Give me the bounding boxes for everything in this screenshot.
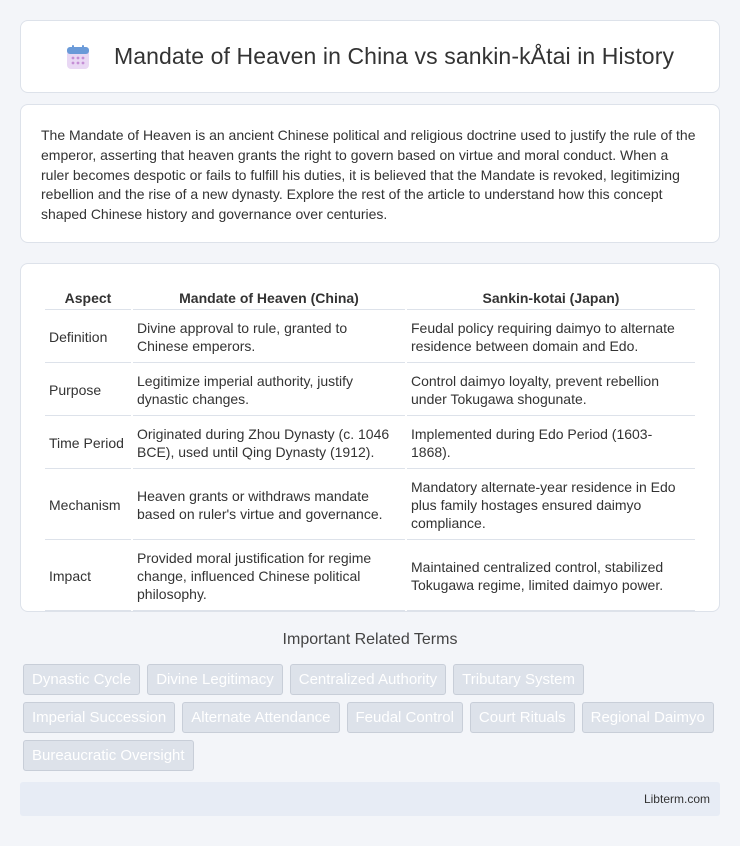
cell-aspect: Purpose <box>45 365 131 416</box>
cell-aspect: Mechanism <box>45 471 131 540</box>
cell-china: Provided moral justification for regime change, influenced Chinese political philosophy. <box>133 542 405 611</box>
footer-site-link[interactable]: Libterm.com <box>643 792 710 806</box>
intro-paragraph: The Mandate of Heaven is an ancient Chinese political and religious doctrine used to justify the rule of the emperor, asserting that heaven grants the right to govern based on virtue and moral conduct. When a ruler becomes despotic or fails to fulfill his duties, it is believed that the Mandate is revoked, legitimizing rebellion and the rise of a new dynasty. Explore the rest of the article to understand how this concept shaped Chinese history and governance over centuries. <box>41 127 696 223</box>
cell-aspect: Impact <box>45 542 131 611</box>
calendar-icon <box>66 44 90 70</box>
term-tag[interactable]: Bureaucratic Oversight <box>23 740 194 771</box>
cell-china: Legitimize imperial authority, justify dynastic changes. <box>133 365 405 416</box>
cell-japan: Mandatory alternate-year residence in Edo plus family hostages ensured daimyo compliance. <box>407 471 695 540</box>
term-tag[interactable]: Court Rituals <box>470 702 575 733</box>
related-terms-list <box>23 664 723 771</box>
table-row <box>45 418 695 469</box>
header-card <box>20 20 720 93</box>
table-row <box>45 312 695 363</box>
term-tag[interactable]: Alternate Attendance <box>182 702 339 733</box>
term-tag[interactable]: Dynastic Cycle <box>23 664 140 695</box>
related-terms-title: Important Related Terms <box>282 631 458 648</box>
cell-china: Divine approval to rule, granted to Chinese emperors. <box>133 312 405 363</box>
cell-china: Originated during Zhou Dynasty (c. 1046 BCE), used until Qing Dynasty (1912). <box>133 418 405 469</box>
header-china: Mandate of Heaven (China) <box>133 284 405 310</box>
table-row <box>45 365 695 416</box>
comparison-table <box>43 282 697 613</box>
cell-japan: Feudal policy requiring daimyo to alternate residence between domain and Edo. <box>407 312 695 363</box>
cell-china: Heaven grants or withdraws mandate based on ruler's virtue and governance. <box>133 471 405 540</box>
term-tag[interactable]: Tributary System <box>453 664 584 695</box>
term-tag[interactable]: Regional Daimyo <box>582 702 714 733</box>
page-title: Mandate of Heaven in China vs sankin-kÅtai in History <box>113 43 675 69</box>
term-tag[interactable]: Centralized Authority <box>290 664 446 695</box>
cell-aspect: Definition <box>45 312 131 363</box>
comparison-table-card <box>20 263 720 612</box>
footer <box>20 782 720 816</box>
term-tag[interactable]: Imperial Succession <box>23 702 175 733</box>
cell-aspect: Time Period <box>45 418 131 469</box>
cell-japan: Maintained centralized control, stabilized Tokugawa regime, limited daimyo power. <box>407 542 695 611</box>
table-row <box>45 471 695 540</box>
cell-japan: Implemented during Edo Period (1603-1868). <box>407 418 695 469</box>
intro-card <box>20 104 720 243</box>
header-japan: Sankin-kotai (Japan) <box>407 284 695 310</box>
table-header-row <box>45 284 695 310</box>
term-tag[interactable]: Feudal Control <box>347 702 463 733</box>
table-row <box>45 542 695 611</box>
term-tag[interactable]: Divine Legitimacy <box>147 664 283 695</box>
cell-japan: Control daimyo loyalty, prevent rebellion under Tokugawa shogunate. <box>407 365 695 416</box>
header-aspect: Aspect <box>45 284 131 310</box>
